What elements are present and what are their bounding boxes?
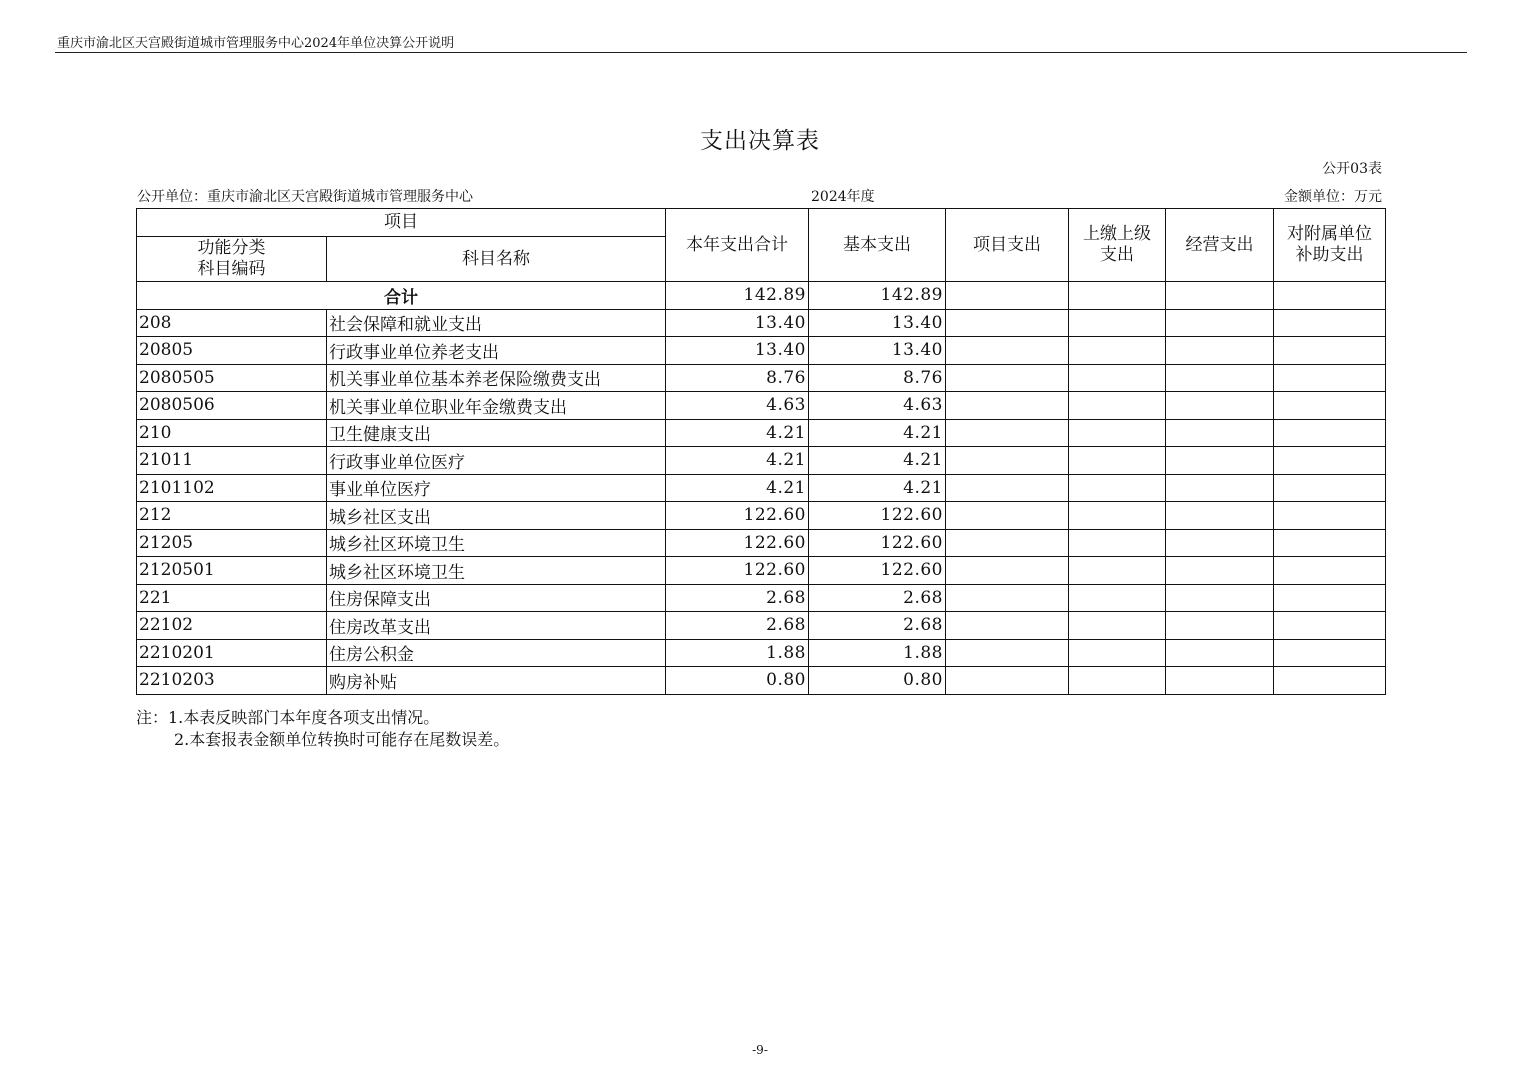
cell-upper [1069,502,1166,530]
cell-name: 行政事业单位医疗 [327,447,666,475]
cell-business [1166,392,1274,420]
cell-total: 122.60 [666,502,809,530]
cell-business [1166,584,1274,612]
cell-name: 社会保障和就业支出 [327,309,666,337]
cell-total: 4.21 [666,447,809,475]
cell-total: 13.40 [666,337,809,365]
cell-basic: 2.68 [809,584,946,612]
cell-upper [1069,337,1166,365]
table-row [137,392,1386,420]
header-upper-line1: 上缴上级 [1083,224,1151,244]
document-title: 支出决算表 [700,128,820,154]
header-code-line1: 功能分类 [197,238,266,258]
note-1: 注：1.本表反映部门本年度各项支出情况。 [136,708,440,727]
cell-business [1166,612,1274,640]
cell-total: 4.63 [666,392,809,420]
cell-total: 1.88 [666,639,809,667]
header-subsidy [1274,209,1386,282]
cell-code: 2210201 [137,639,327,667]
cell-project [946,529,1069,557]
table-row [137,474,1386,502]
header-row-1 [137,209,1386,237]
cell-upper [1069,309,1166,337]
cell-business [1166,639,1274,667]
table-row [137,419,1386,447]
cell-project [946,309,1069,337]
cell-project [946,557,1069,585]
cell-upper [1069,557,1166,585]
header-name: 科目名称 [327,237,666,282]
cell-business [1166,309,1274,337]
cell-basic: 13.40 [809,337,946,365]
cell-project [946,584,1069,612]
cell-total: 122.60 [666,557,809,585]
cell-upper [1069,447,1166,475]
cell-project [946,364,1069,392]
cell-basic: 0.80 [809,667,946,695]
cell-project [946,474,1069,502]
cell-code: 208 [137,309,327,337]
cell-business [1166,667,1274,695]
header-total: 本年支出合计 [666,209,809,282]
cell-subsidy [1274,557,1386,585]
cell-project [946,419,1069,447]
cell-code: 2101102 [137,474,327,502]
note-2: 2.本套报表金额单位转换时可能存在尾数误差。 [174,730,510,749]
cell-business [1166,529,1274,557]
cell-project [946,392,1069,420]
cell-code: 2120501 [137,557,327,585]
cell-code: 212 [137,502,327,530]
cell-basic: 1.88 [809,639,946,667]
header-code-line2: 科目编码 [197,259,266,279]
total-label: 合计 [137,282,666,310]
cell-name: 机关事业单位基本养老保险缴费支出 [327,364,666,392]
cell-upper [1069,392,1166,420]
total-total: 142.89 [666,282,809,310]
cell-name: 住房保障支出 [327,584,666,612]
cell-upper [1069,584,1166,612]
cell-upper [1069,612,1166,640]
cell-basic: 8.76 [809,364,946,392]
cell-business [1166,419,1274,447]
cell-code: 21205 [137,529,327,557]
cell-total: 13.40 [666,309,809,337]
cell-subsidy [1274,529,1386,557]
cell-basic: 122.60 [809,557,946,585]
cell-subsidy [1274,667,1386,695]
cell-total: 4.21 [666,474,809,502]
cell-subsidy [1274,584,1386,612]
cell-code: 21011 [137,447,327,475]
table-row [137,667,1386,695]
cell-basic: 2.68 [809,612,946,640]
cell-code: 221 [137,584,327,612]
cell-subsidy [1274,639,1386,667]
table-row [137,337,1386,365]
table-row [137,557,1386,585]
cell-subsidy [1274,502,1386,530]
cell-code: 210 [137,419,327,447]
cell-total: 0.80 [666,667,809,695]
table-row [137,529,1386,557]
cell-business [1166,364,1274,392]
cell-code: 20805 [137,337,327,365]
cell-name: 城乡社区支出 [327,502,666,530]
cell-total: 122.60 [666,529,809,557]
cell-total: 4.21 [666,419,809,447]
cell-project [946,447,1069,475]
cell-business [1166,337,1274,365]
cell-name: 城乡社区环境卫生 [327,557,666,585]
cell-total: 2.68 [666,584,809,612]
running-header: 重庆市渝北区天宫殿街道城市管理服务中心2024年单位决算公开说明 [57,36,455,51]
total-basic: 142.89 [809,282,946,310]
cell-name: 卫生健康支出 [327,419,666,447]
table-row [137,584,1386,612]
cell-upper [1069,639,1166,667]
cell-code: 22102 [137,612,327,640]
cell-total: 8.76 [666,364,809,392]
cell-code: 2080505 [137,364,327,392]
notes [136,707,509,751]
total-upper [1069,282,1166,310]
page-number: -9- [752,1043,768,1057]
cell-name: 事业单位医疗 [327,474,666,502]
cell-project [946,502,1069,530]
header-project: 项目 [137,209,666,237]
cell-business [1166,557,1274,585]
cell-name: 住房改革支出 [327,612,666,640]
cell-upper [1069,529,1166,557]
cell-total: 2.68 [666,612,809,640]
cell-subsidy [1274,392,1386,420]
cell-basic: 13.40 [809,309,946,337]
cell-subsidy [1274,612,1386,640]
header-upper-line2: 支出 [1100,245,1134,265]
cell-upper [1069,474,1166,502]
cell-subsidy [1274,474,1386,502]
cell-business [1166,474,1274,502]
cell-project [946,337,1069,365]
table-code: 公开03表 [1322,161,1382,177]
cell-code: 2210203 [137,667,327,695]
cell-upper [1069,419,1166,447]
total-business [1166,282,1274,310]
table-row [137,309,1386,337]
cell-project [946,667,1069,695]
header-basic: 基本支出 [809,209,946,282]
cell-basic: 4.63 [809,392,946,420]
header-code [137,237,327,282]
total-project [946,282,1069,310]
cell-basic: 4.21 [809,447,946,475]
cell-subsidy [1274,364,1386,392]
cell-subsidy [1274,337,1386,365]
cell-subsidy [1274,309,1386,337]
total-subsidy [1274,282,1386,310]
cell-upper [1069,364,1166,392]
table-row [137,502,1386,530]
cell-project [946,639,1069,667]
cell-name: 城乡社区环境卫生 [327,529,666,557]
cell-basic: 122.60 [809,529,946,557]
header-project-expenditure: 项目支出 [946,209,1069,282]
header-upper-payment [1069,209,1166,282]
fiscal-year: 2024年度 [811,189,875,205]
cell-name: 行政事业单位养老支出 [327,337,666,365]
cell-name: 住房公积金 [327,639,666,667]
cell-code: 2080506 [137,392,327,420]
cell-upper [1069,667,1166,695]
cell-business [1166,447,1274,475]
total-row [137,282,1386,310]
table-row [137,447,1386,475]
cell-basic: 4.21 [809,419,946,447]
reporting-unit: 公开单位：重庆市渝北区天宫殿街道城市管理服务中心 [137,189,473,205]
cell-subsidy [1274,419,1386,447]
cell-basic: 122.60 [809,502,946,530]
cell-name: 购房补贴 [327,667,666,695]
cell-subsidy [1274,447,1386,475]
cell-name: 机关事业单位职业年金缴费支出 [327,392,666,420]
header-subsidy-line1: 对附属单位 [1287,224,1372,244]
cell-project [946,612,1069,640]
cell-basic: 4.21 [809,474,946,502]
table-row [137,612,1386,640]
cell-business [1166,502,1274,530]
header-rule [55,52,1467,53]
table-row [137,639,1386,667]
expenditure-table [136,208,1386,695]
header-subsidy-line2: 补助支出 [1295,245,1364,265]
header-business: 经营支出 [1166,209,1274,282]
amount-unit: 金额单位：万元 [1284,189,1382,205]
table-row [137,364,1386,392]
